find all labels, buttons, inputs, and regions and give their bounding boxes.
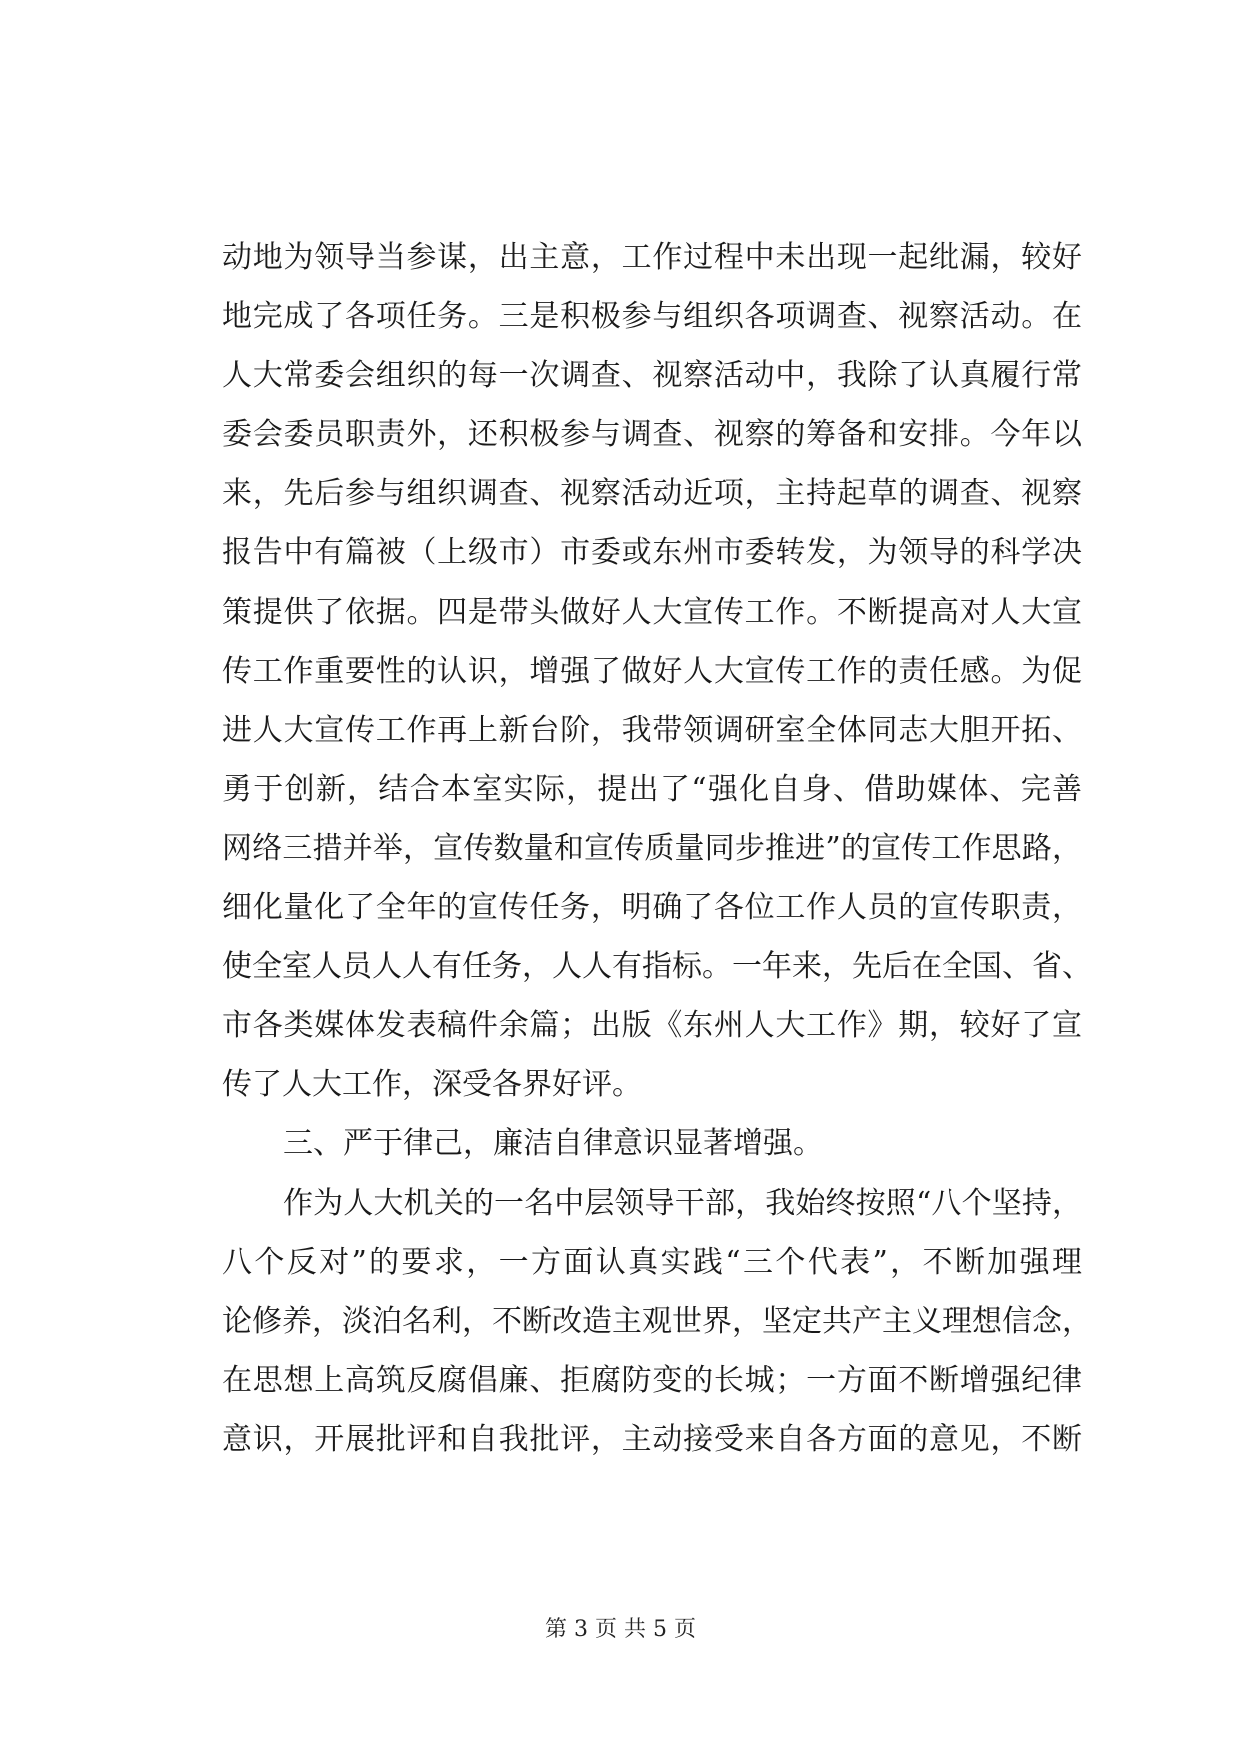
text-line: 作为人大机关的一名中层领导干部，我始终按照“八个坚持， [283, 1185, 1082, 1221]
text-line: 策提供了依据。四是带头做好人大宣传工作。不断提高对人大宣 [222, 594, 1082, 630]
text-line: 进人大宣传工作再上新台阶，我带领调研室全体同志大胆开拓、 [222, 712, 1082, 748]
text-line: 委会委员职责外，还积极参与调查、视察的筹备和安排。今年以 [222, 417, 1082, 453]
text-line: 人大常委会组织的每一次调查、视察活动中，我除了认真履行常 [222, 358, 1082, 394]
text-line: 地完成了各项任务。三是积极参与组织各项调查、视察活动。在 [222, 299, 1082, 335]
text-line: 细化量化了全年的宣传任务，明确了各位工作人员的宣传职责， [222, 890, 1082, 926]
text-line: 传工作重要性的认识，增强了做好人大宣传工作的责任感。为促 [222, 653, 1082, 689]
text-line: 动地为领导当参谋，出主意，工作过程中未出现一起纰漏，较好 [222, 240, 1082, 275]
text-line: 使全室人员人人有任务，人人有指标。一年来，先后在全国、省、 [222, 949, 1092, 985]
text-line: 勇于创新，结合本室实际，提出了“强化自身、借助媒体、完善 [222, 771, 1082, 807]
text-line: 市各类媒体发表稿件余篇；出版《东州人大工作》期，较好了宣 [222, 1008, 1082, 1044]
text-line: 传了人大工作，深受各界好评。 [222, 1067, 642, 1103]
text-line: 来，先后参与组织调查、视察活动近项，主持起草的调查、视察 [222, 476, 1082, 512]
text-line: 网络三措并举，宣传数量和宣传质量同步推进”的宣传工作思路， [222, 830, 1082, 866]
text-line: 在思想上高筑反腐倡廉、拒腐防变的长城；一方面不断增强纪律 [222, 1362, 1082, 1398]
page-number-footer: 第 3 页 共 5 页 [545, 1617, 696, 1642]
text-line: 意识，开展批评和自我批评，主动接受来自各方面的意见，不断 [222, 1421, 1082, 1457]
text-line: 报告中有篇被（上级市）市委或东州市委转发，为领导的科学决 [222, 535, 1082, 571]
text-line: 论修养，淡泊名利，不断改造主观世界，坚定共产主义理想信念， [222, 1303, 1092, 1339]
section-heading: 三、严于律己，廉洁自律意识显著增强。 [283, 1126, 823, 1162]
text-line: 八个反对”的要求，一方面认真实践“三个代表”，不断加强理 [222, 1244, 1082, 1280]
body-text [222, 228, 1092, 1469]
